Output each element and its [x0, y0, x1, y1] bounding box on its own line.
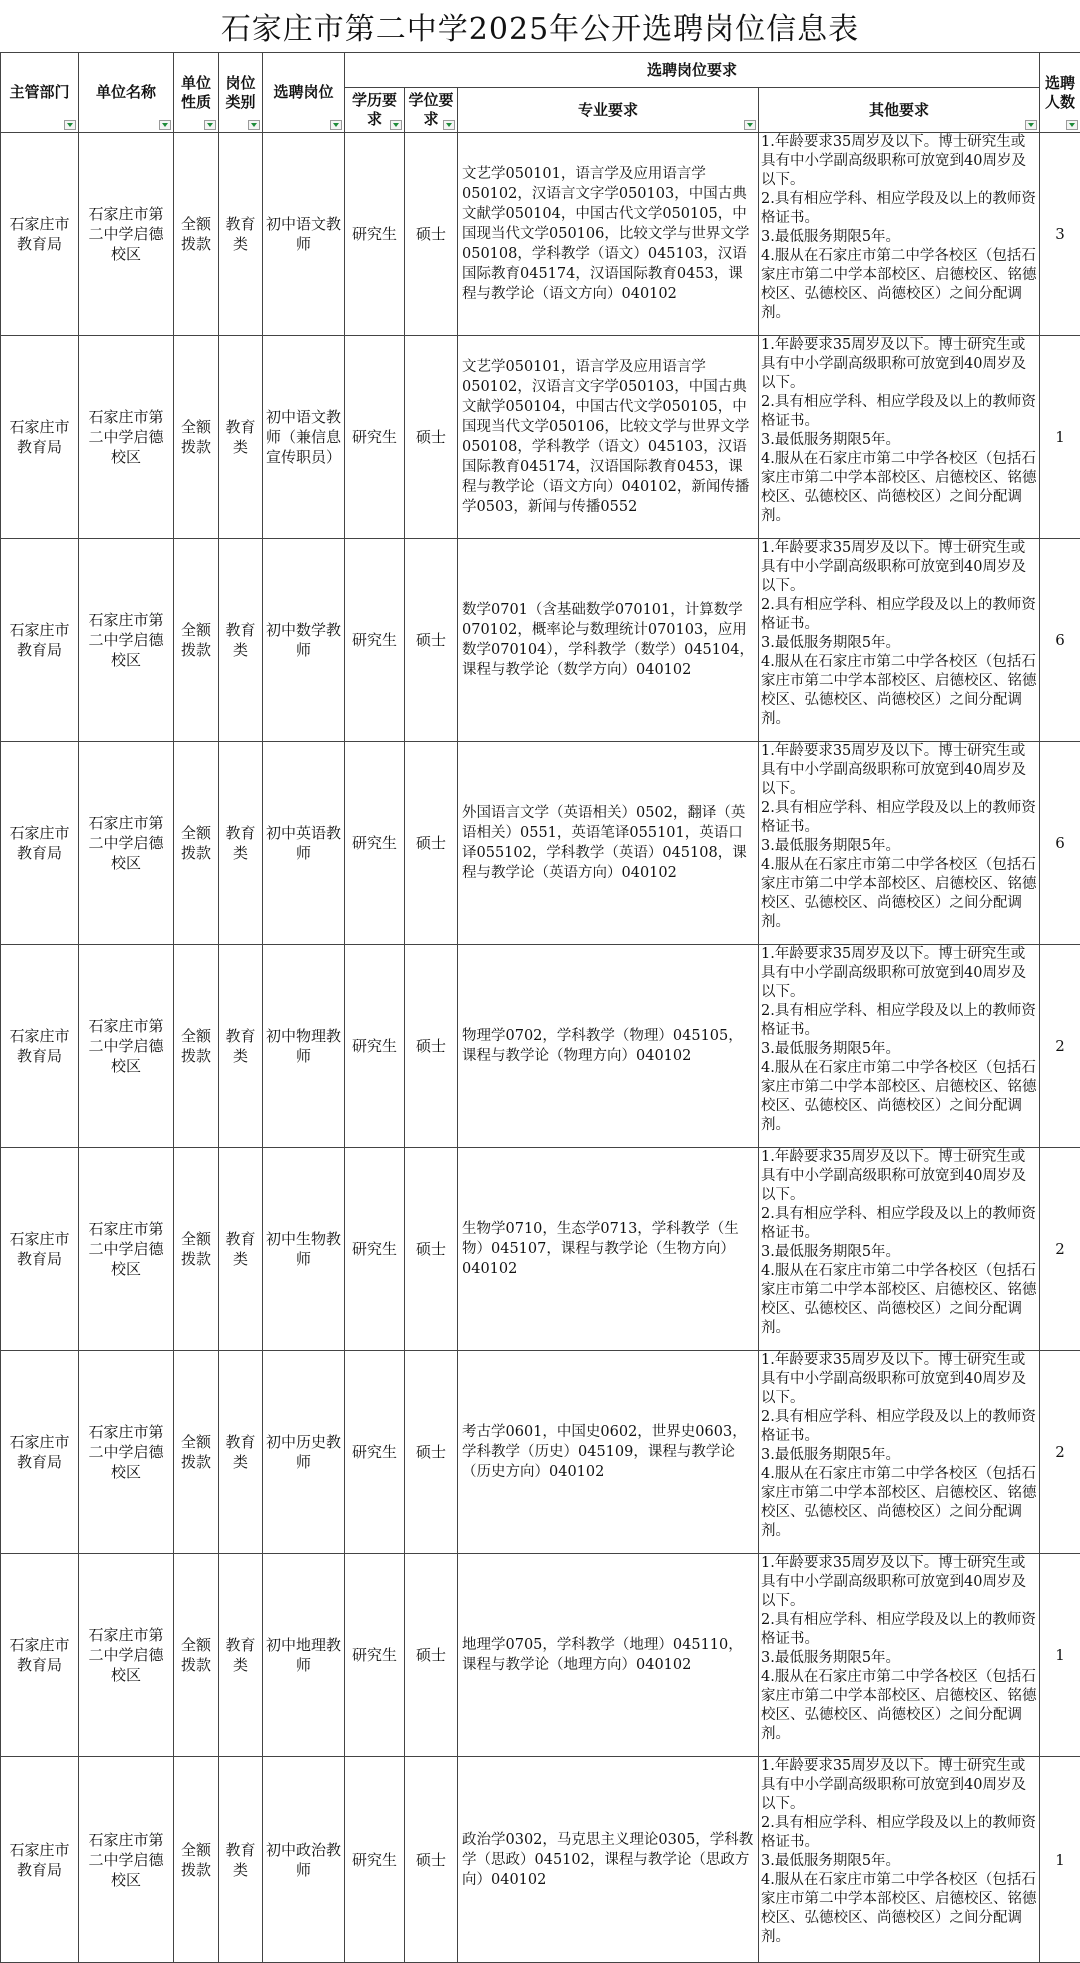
- cell-degree[interactable]: 硕士: [405, 742, 458, 945]
- cell-category[interactable]: 教育类: [219, 1351, 263, 1554]
- cell-count[interactable]: 6: [1040, 742, 1080, 945]
- cell-post[interactable]: 初中生物教师: [263, 1148, 345, 1351]
- cell-education[interactable]: 研究生: [345, 539, 405, 742]
- cell-dept[interactable]: 石家庄市教育局: [1, 1148, 79, 1351]
- cell-count[interactable]: 6: [1040, 539, 1080, 742]
- cell-dept[interactable]: 石家庄市教育局: [1, 945, 79, 1148]
- cell-education[interactable]: 研究生: [345, 1351, 405, 1554]
- cell-nature[interactable]: 全额拨款: [174, 742, 219, 945]
- filter-dropdown-icon[interactable]: [744, 120, 756, 130]
- cell-dept[interactable]: 石家庄市教育局: [1, 336, 79, 539]
- cell-category[interactable]: 教育类: [219, 945, 263, 1148]
- header-other: 其他要求: [759, 88, 1040, 133]
- filter-dropdown-icon[interactable]: [64, 120, 76, 130]
- header-requirements: 选聘岗位要求: [345, 53, 1040, 88]
- cell-other[interactable]: 1.年龄要求35周岁及以下。博士研究生或具有中小学副高级职称可放宽到40周岁及以下。 2.具有相应学科、相应学段及以上的教师资格证书。 3.最低服务期限5年。 4.服从在石家庄市第二中学各校区（包括石家庄市第二中学本部校区、启德校区、铭德校区、弘德校区、尚德校区）之间分配调剂。: [759, 1351, 1040, 1554]
- cell-unit[interactable]: 石家庄市第二中学启德校区: [79, 1148, 174, 1351]
- table-row: [1, 742, 1080, 945]
- cell-post[interactable]: 初中数学教师: [263, 539, 345, 742]
- cell-major[interactable]: 生物学0710，生态学0713，学科教学（生物）045107，课程与教学论（生物方向）040102: [458, 1148, 759, 1351]
- filter-dropdown-icon[interactable]: [1066, 120, 1078, 130]
- table-row: [1, 1148, 1080, 1351]
- cell-major[interactable]: 地理学0705，学科教学（地理）045110，课程与教学论（地理方向）040102: [458, 1554, 759, 1757]
- cell-major[interactable]: 文艺学050101，语言学及应用语言学050102，汉语言文字学050103，中国古典文献学050104，中国古代文学050105，中国现当代文学050106，比较文学与世界文学050108，学科教学（语文）045103，汉语国际教育045174，汉语国际教育0453，课程与教学论（语文方向）040102: [458, 133, 759, 336]
- cell-other[interactable]: 1.年龄要求35周岁及以下。博士研究生或具有中小学副高级职称可放宽到40周岁及以下。 2.具有相应学科、相应学段及以上的教师资格证书。 3.最低服务期限5年。 4.服从在石家庄市第二中学各校区（包括石家庄市第二中学本部校区、启德校区、铭德校区、弘德校区、尚德校区）之间分配调剂。: [759, 1554, 1040, 1757]
- cell-nature[interactable]: 全额拨款: [174, 1351, 219, 1554]
- cell-degree[interactable]: 硕士: [405, 1351, 458, 1554]
- filter-dropdown-icon[interactable]: [443, 120, 455, 130]
- cell-education[interactable]: 研究生: [345, 1148, 405, 1351]
- cell-dept[interactable]: 石家庄市教育局: [1, 1757, 79, 1963]
- filter-dropdown-icon[interactable]: [248, 120, 260, 130]
- header-dept: 主管部门: [1, 53, 79, 133]
- page-title: 石家庄市第二中学2025年公开选聘岗位信息表: [0, 0, 1080, 52]
- cell-count[interactable]: 1: [1040, 1757, 1080, 1963]
- cell-category[interactable]: 教育类: [219, 1757, 263, 1963]
- cell-dept[interactable]: 石家庄市教育局: [1, 1554, 79, 1757]
- cell-nature[interactable]: 全额拨款: [174, 1757, 219, 1963]
- filter-dropdown-icon[interactable]: [1025, 120, 1037, 130]
- cell-other[interactable]: 1.年龄要求35周岁及以下。博士研究生或具有中小学副高级职称可放宽到40周岁及以下。 2.具有相应学科、相应学段及以上的教师资格证书。 3.最低服务期限5年。 4.服从在石家庄市第二中学各校区（包括石家庄市第二中学本部校区、启德校区、铭德校区、弘德校区、尚德校区）之间分配调剂。: [759, 742, 1040, 945]
- cell-count[interactable]: 2: [1040, 1148, 1080, 1351]
- filter-dropdown-icon[interactable]: [159, 120, 171, 130]
- cell-education[interactable]: 研究生: [345, 1757, 405, 1963]
- cell-other[interactable]: 1.年龄要求35周岁及以下。博士研究生或具有中小学副高级职称可放宽到40周岁及以下。 2.具有相应学科、相应学段及以上的教师资格证书。 3.最低服务期限5年。 4.服从在石家庄市第二中学各校区（包括石家庄市第二中学本部校区、启德校区、铭德校区、弘德校区、尚德校区）之间分配调剂。: [759, 133, 1040, 336]
- header-post: 选聘岗位: [263, 53, 345, 133]
- cell-major[interactable]: 考古学0601，中国史0602，世界史0603，学科教学（历史）045109，课程与教学论（历史方向）040102: [458, 1351, 759, 1554]
- cell-other[interactable]: 1.年龄要求35周岁及以下。博士研究生或具有中小学副高级职称可放宽到40周岁及以下。 2.具有相应学科、相应学段及以上的教师资格证书。 3.最低服务期限5年。 4.服从在石家庄市第二中学各校区（包括石家庄市第二中学本部校区、启德校区、铭德校区、弘德校区、尚德校区）之间分配调剂。: [759, 539, 1040, 742]
- cell-nature[interactable]: 全额拨款: [174, 133, 219, 336]
- cell-nature[interactable]: 全额拨款: [174, 539, 219, 742]
- cell-education[interactable]: 研究生: [345, 336, 405, 539]
- header-unit: 单位名称: [79, 53, 174, 133]
- cell-post[interactable]: 初中物理教师: [263, 945, 345, 1148]
- cell-count[interactable]: 2: [1040, 945, 1080, 1148]
- cell-degree[interactable]: 硕士: [405, 1554, 458, 1757]
- cell-nature[interactable]: 全额拨款: [174, 1148, 219, 1351]
- cell-dept[interactable]: 石家庄市教育局: [1, 539, 79, 742]
- cell-post[interactable]: 初中政治教师: [263, 1757, 345, 1963]
- cell-education[interactable]: 研究生: [345, 1554, 405, 1757]
- header-degree: 学位要求: [405, 88, 458, 133]
- table-row: [1, 336, 1080, 539]
- header-major: 专业要求: [458, 88, 759, 133]
- cell-post[interactable]: 初中历史教师: [263, 1351, 345, 1554]
- cell-category[interactable]: 教育类: [219, 539, 263, 742]
- cell-nature[interactable]: 全额拨款: [174, 945, 219, 1148]
- table-row: [1, 1351, 1080, 1554]
- cell-post[interactable]: 初中英语教师: [263, 742, 345, 945]
- table-row: [1, 1554, 1080, 1757]
- cell-dept[interactable]: 石家庄市教育局: [1, 742, 79, 945]
- cell-unit[interactable]: 石家庄市第二中学启德校区: [79, 945, 174, 1148]
- cell-count[interactable]: 1: [1040, 1554, 1080, 1757]
- cell-unit[interactable]: 石家庄市第二中学启德校区: [79, 1351, 174, 1554]
- cell-dept[interactable]: 石家庄市教育局: [1, 1351, 79, 1554]
- cell-other[interactable]: 1.年龄要求35周岁及以下。博士研究生或具有中小学副高级职称可放宽到40周岁及以下。 2.具有相应学科、相应学段及以上的教师资格证书。 3.最低服务期限5年。 4.服从在石家庄市第二中学各校区（包括石家庄市第二中学本部校区、启德校区、铭德校区、弘德校区、尚德校区）之间分配调剂。: [759, 945, 1040, 1148]
- cell-degree[interactable]: 硕士: [405, 539, 458, 742]
- cell-degree[interactable]: 硕士: [405, 1757, 458, 1963]
- cell-major[interactable]: 文艺学050101，语言学及应用语言学050102，汉语言文字学050103，中国古典文献学050104，中国古代文学050105，中国现当代文学050106，比较文学与世界文学050108，学科教学（语文）045103，汉语国际教育045174，汉语国际教育0453，课程与教学论（语文方向）040102，新闻传播学0503，新闻与传播0552: [458, 336, 759, 539]
- cell-nature[interactable]: 全额拨款: [174, 1554, 219, 1757]
- cell-other[interactable]: 1.年龄要求35周岁及以下。博士研究生或具有中小学副高级职称可放宽到40周岁及以下。 2.具有相应学科、相应学段及以上的教师资格证书。 3.最低服务期限5年。 4.服从在石家庄市第二中学各校区（包括石家庄市第二中学本部校区、启德校区、铭德校区、弘德校区、尚德校区）之间分配调剂。: [759, 1757, 1040, 1963]
- cell-unit[interactable]: 石家庄市第二中学启德校区: [79, 1554, 174, 1757]
- job-table: [0, 52, 1080, 1963]
- cell-category[interactable]: 教育类: [219, 742, 263, 945]
- cell-unit[interactable]: 石家庄市第二中学启德校区: [79, 336, 174, 539]
- cell-post[interactable]: 初中语文教师: [263, 133, 345, 336]
- cell-count[interactable]: 1: [1040, 336, 1080, 539]
- cell-other[interactable]: 1.年龄要求35周岁及以下。博士研究生或具有中小学副高级职称可放宽到40周岁及以下。 2.具有相应学科、相应学段及以上的教师资格证书。 3.最低服务期限5年。 4.服从在石家庄市第二中学各校区（包括石家庄市第二中学本部校区、启德校区、铭德校区、弘德校区、尚德校区）之间分配调剂。: [759, 336, 1040, 539]
- cell-dept[interactable]: 石家庄市教育局: [1, 133, 79, 336]
- header-count: 选聘人数: [1040, 53, 1080, 133]
- table-row: [1, 539, 1080, 742]
- cell-category[interactable]: 教育类: [219, 1148, 263, 1351]
- cell-major[interactable]: 外国语言文学（英语相关）0502，翻译（英语相关）0551，英语笔译055101，英语口译055102，学科教学（英语）045108，课程与教学论（英语方向）040102: [458, 742, 759, 945]
- cell-education[interactable]: 研究生: [345, 742, 405, 945]
- cell-count[interactable]: 3: [1040, 133, 1080, 336]
- cell-post[interactable]: 初中地理教师: [263, 1554, 345, 1757]
- cell-nature[interactable]: 全额拨款: [174, 336, 219, 539]
- cell-count[interactable]: 2: [1040, 1351, 1080, 1554]
- cell-unit[interactable]: 石家庄市第二中学启德校区: [79, 539, 174, 742]
- cell-major[interactable]: 政治学0302，马克思主义理论0305，学科教学（思政）045102，课程与教学论（思政方向）040102: [458, 1757, 759, 1963]
- cell-category[interactable]: 教育类: [219, 1554, 263, 1757]
- cell-degree[interactable]: 硕士: [405, 1148, 458, 1351]
- cell-major[interactable]: 数学0701（含基础数学070101，计算数学070102，概率论与数理统计070103，应用数学070104），学科教学（数学）045104，课程与教学论（数学方向）040102: [458, 539, 759, 742]
- cell-category[interactable]: 教育类: [219, 133, 263, 336]
- table-row: [1, 1757, 1080, 1963]
- cell-unit[interactable]: 石家庄市第二中学启德校区: [79, 1757, 174, 1963]
- cell-education[interactable]: 研究生: [345, 133, 405, 336]
- cell-unit[interactable]: 石家庄市第二中学启德校区: [79, 742, 174, 945]
- filter-dropdown-icon[interactable]: [390, 120, 402, 130]
- cell-unit[interactable]: 石家庄市第二中学启德校区: [79, 133, 174, 336]
- header-nature: 单位性质: [174, 53, 219, 133]
- header-category: 岗位类别: [219, 53, 263, 133]
- cell-education[interactable]: 研究生: [345, 945, 405, 1148]
- cell-degree[interactable]: 硕士: [405, 945, 458, 1148]
- cell-degree[interactable]: 硕士: [405, 336, 458, 539]
- cell-other[interactable]: 1.年龄要求35周岁及以下。博士研究生或具有中小学副高级职称可放宽到40周岁及以下。 2.具有相应学科、相应学段及以上的教师资格证书。 3.最低服务期限5年。 4.服从在石家庄市第二中学各校区（包括石家庄市第二中学本部校区、启德校区、铭德校区、弘德校区、尚德校区）之间分配调剂。: [759, 1148, 1040, 1351]
- filter-dropdown-icon[interactable]: [204, 120, 216, 130]
- table-row: [1, 133, 1080, 336]
- cell-major[interactable]: 物理学0702，学科教学（物理）045105，课程与教学论（物理方向）040102: [458, 945, 759, 1148]
- cell-degree[interactable]: 硕士: [405, 133, 458, 336]
- cell-category[interactable]: 教育类: [219, 336, 263, 539]
- header-education: 学历要求: [345, 88, 405, 133]
- cell-post[interactable]: 初中语文教师（兼信息宣传职员）: [263, 336, 345, 539]
- table-row: [1, 945, 1080, 1148]
- filter-dropdown-icon[interactable]: [330, 120, 342, 130]
